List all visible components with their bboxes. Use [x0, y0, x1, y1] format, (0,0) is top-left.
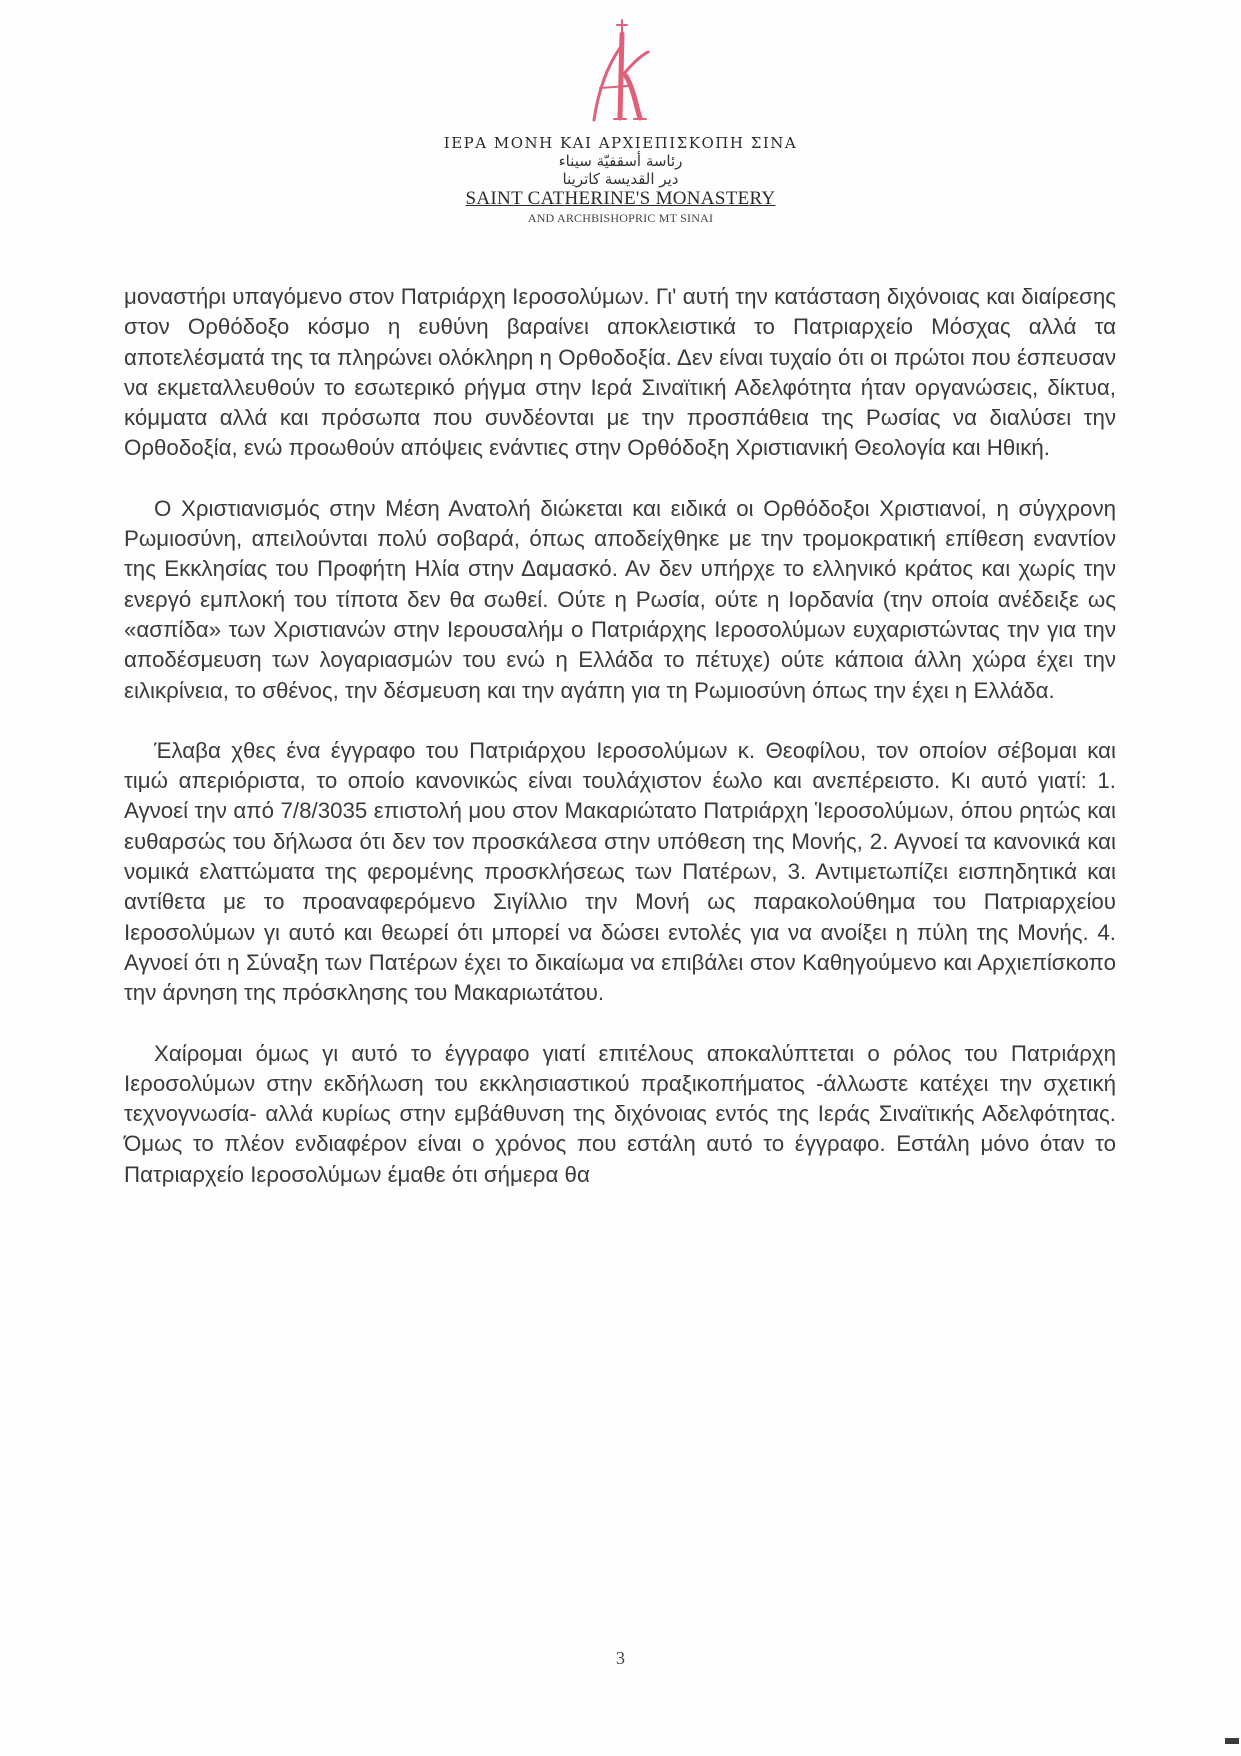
paragraph: Χαίρομαι όμως γι αυτό το έγγραφο γιατί επιτέλους αποκαλύπτεται ο ρόλος του Πατριάρχη Ιεροσολύμων στην εκδήλωση του εκκλησιαστικού πραξικοπήματος -άλλωστε κατέχει την σχετική τεχνογνωσία- αλλά κυρίως στην εμβάθυνση της διχόνοιας εντός της Ιεράς Σιναϊτικής Αδελφότητας. Όμως το πλέον ενδιαφέρον είναι ο χρόνος που εστάλη αυτό το έγγραφο. Εστάλη μόνο όταν το Πατριαρχείο Ιεροσολύμων έμαθε ότι σήμερα θα	[124, 1040, 1116, 1187]
scan-edge-mark	[1225, 1738, 1239, 1744]
page-number: 3	[616, 1648, 625, 1668]
paragraph: μοναστήρι υπαγόμενο στον Πατριάρχη Ιεροσολύμων. Γι' αυτή την κατάσταση διχόνοιας και διαίρεσης στον Ορθόδοξο κόσμο η ευθύνη βαραίνει αποκλειστικά το Πατριαρχείο Μόσχας αλλά τα αποτελέσματά της τα πληρώνει ολόκληρη η Ορθοδοξία. Δεν είναι τυχαίο ότι οι πρώτοι που έσπευσαν να εκμεταλλευθούν το εσωτερικό ρήγμα στην Ιερά Σιναϊτική Αδελφότητα ήταν οργανώσεις, δίκτυα, κόμματα αλλά και πρόσωπα που συνδέονται με την προσπάθεια της Ρωσίας να διαλύσει την Ορθοδοξία, ενώ προωθούν απόψεις ενάντιες στην Ορθόδοξη Χριστιανική Θεολογία και Ηθική.	[124, 284, 1116, 461]
monogram-logo-icon	[586, 18, 656, 128]
paragraph: Ο Χριστιανισμός στην Μέση Ανατολή διώκεται και ειδικά οι Ορθόδοξοι Χριστιανοί, η σύγχρονη Ρωμιοσύνη, απειλούνται πολύ σοβαρά, όπως αποδείχθηκε με την τρομοκρατική επίθεση εναντίον της Εκκλησίας του Προφήτη Ηλία στην Δαμασκό. Αν δεν υπήρχε το ελληνικό κράτος και χωρίς την ενεργό εμπλοκή του τίποτα δεν θα σωθεί. Ούτε η Ρωσία, ούτε η Ιορδανία (την οποία ανέδειξε ως «ασπίδα» των Χριστιανών στην Ιερουσαλήμ ο Πατριάρχης Ιεροσολύμων ευχαριστώντας την για την αποδέσμευση των λογαριασμών του ενώ η Ελλάδα το πέτυχε) ούτε κάποια άλλη χώρα έχει την ειλικρίνεια, το σθένος, την δέσμευση και την αγάπη για τη Ρωμιοσύνη όπως την έχει η Ελλάδα.	[124, 495, 1116, 703]
paragraph: Έλαβα χθες ένα έγγραφο του Πατριάρχου Ιεροσολύμων κ. Θεοφίλου, τον οποίον σέβομαι και τιμώ απεριόριστα, το οποίο κανονικώς είναι τουλάχιστον έωλο και ανεπέρειστο. Κι αυτό γιατί: 1. Αγνοεί την από 7/8/3035 επιστολή μου στον Μακαριώτατο Πατριάρχη Ἱεροσολύμων, όπου ρητώς και ευθαρσώς του δήλωσα ότι δεν τον προσκάλεσα στην υπόθεση της Μονής, 2. Αγνοεί τα κανονικά και νομικά ελαττώματα της φερομένης προσκλήσεως των Πατέρων, 3. Αντιμετωπίζει εισπηδητικά και αντίθετα με το προαναφερόμενο Σιγίλλιο την Μονή ως παρακολούθημα του Πατριαρχείου Ιεροσολύμων γι αυτό και θεωρεί ότι μπορεί να δώσει εντολές για να ανοίξει η πύλη της Μονής. 4. Αγνοεί ότι η Σύναξη των Πατέρων έχει το δικαίωμα να επιβάλει στον Καθηγούμενο και Αρχιεπίσκοπο την άρνηση της πρόσκλησης του Μακαριωτάτου.	[124, 737, 1116, 1006]
letterhead-arabic-line-1: رئاسة أسقفيّة سيناء	[558, 152, 683, 170]
letterhead-english-subtitle: AND ARCHBISHOPRIC MT SINAI	[527, 211, 714, 225]
letterhead-arabic-line-2: دير القديسة كاترينا	[562, 170, 679, 188]
letterhead-english-title: SAINT CATHERINE'S MONASTERY	[465, 188, 776, 209]
letterhead-greek-title: ΙΕΡΑ ΜΟΝΗ ΚΑΙ ΑΡΧΙΕΠΙΣΚΟΠΗ ΣΙΝΑ	[443, 134, 798, 152]
letterhead	[0, 18, 1241, 226]
letter-body	[124, 282, 1116, 1220]
